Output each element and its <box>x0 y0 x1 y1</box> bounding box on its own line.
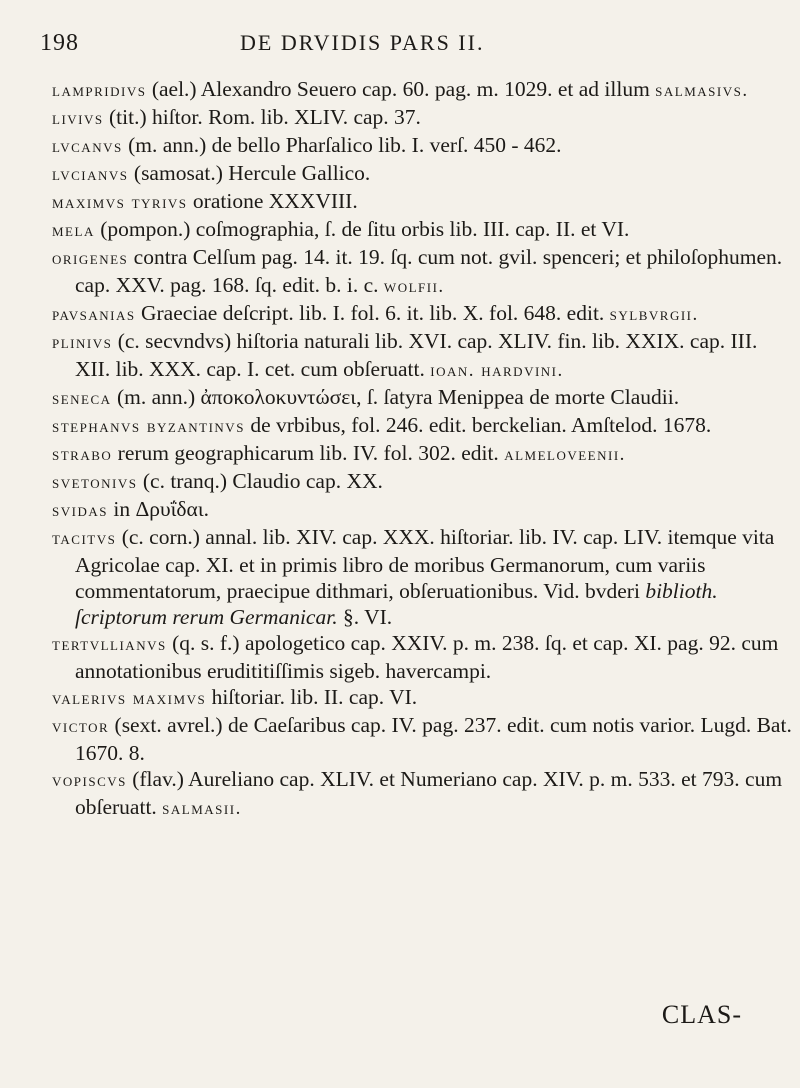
bibliography-entry <box>52 766 792 822</box>
entry-text: (c. secvndvs) hiſtoria naturali lib. XVI. cap. XLIV. fin. lib. XXIX. cap. III. XII. lib. XXX. cap. I. cet. cum obſeruatt. <box>75 329 758 381</box>
bibliography-entry <box>52 412 792 440</box>
author-name: lampridivs <box>52 80 147 101</box>
author-name: svetonivs <box>52 472 138 493</box>
entry-text: Graeciae deſcript. lib. I. fol. 6. it. lib. X. fol. 648. edit. <box>135 301 610 325</box>
bibliography-entry <box>52 440 792 468</box>
catchword: CLAS- <box>661 1000 742 1029</box>
entry-text: (m. ann.) de bello Pharſalico lib. I. verſ. 450 - 462. <box>122 133 562 157</box>
entry-text: (sext. avrel.) de Caeſaribus cap. IV. pag. 237. edit. cum notis varior. Lugd. Bat. 1670. 8. <box>75 713 792 765</box>
entry-text: rerum geographicarum lib. IV. fol. 302. edit. <box>112 441 505 465</box>
author-name: svidas <box>52 500 108 521</box>
bibliography-entry <box>52 216 792 244</box>
entry-tail: almeloveenii. <box>504 444 626 465</box>
bibliography-entry <box>52 684 792 712</box>
entry-text: in Δρυΐδαι. <box>107 497 209 521</box>
entry-tail: ioan. hardvini. <box>430 360 564 381</box>
bibliography-entry <box>52 104 792 132</box>
author-name: origenes <box>52 248 129 269</box>
author-name: lvcianvs <box>52 164 129 185</box>
bibliography-entry <box>52 300 792 328</box>
page-header <box>40 30 760 60</box>
bibliography-entry <box>52 188 792 216</box>
entry-text: (q. s. f.) apologetico cap. XXIV. p. m. 238. ſq. et cap. XI. pag. 92. cum annotationibus erudititiſſimis sigeb. havercampi. <box>75 631 779 683</box>
entry-text: hiſtoriar. lib. II. cap. VI. <box>206 685 418 709</box>
author-name: vopiscvs <box>52 770 127 791</box>
author-name: victor <box>52 716 110 737</box>
bibliography-entry <box>52 160 792 188</box>
bibliography-entry <box>52 712 792 766</box>
entry-tail: salmasii. <box>162 798 242 819</box>
bibliography-entry <box>52 132 792 160</box>
entry-text: de vrbibus, fol. 246. edit. berckelian. Amſtelod. 1678. <box>244 413 712 437</box>
author-name: tertvllianvs <box>52 634 167 655</box>
bibliography-entry <box>52 244 792 300</box>
entry-text: (tit.) hiſtor. Rom. lib. XLIV. cap. 37. <box>103 105 421 129</box>
bibliography-entry <box>52 384 792 412</box>
author-name: plinivs <box>52 332 113 353</box>
entry-text: contra Celſum pag. 14. it. 19. ſq. cum not. gvil. spenceri; et philoſophumen. cap. XXV. pag. 168. ſq. edit. b. i. c. <box>75 245 783 297</box>
entry-text-after: §. VI. <box>337 605 393 629</box>
entry-text: oratione XXXVIII. <box>187 189 358 213</box>
author-name: maximvs tyrivs <box>52 192 188 213</box>
entry-tail: salmasivs. <box>655 80 749 101</box>
author-name: seneca <box>52 388 112 409</box>
entry-tail: wolfii. <box>383 276 445 297</box>
entry-text: (c. tranq.) Claudio cap. XX. <box>137 469 383 493</box>
bibliography-entry <box>52 468 792 496</box>
bibliography-entry <box>52 76 792 104</box>
author-name: lvcanvs <box>52 136 123 157</box>
bibliography-entry <box>52 524 792 630</box>
entry-text: (m. ann.) ἀποκολοκυντώσει, ſ. ſatyra Menippea de morte Claudii. <box>111 385 680 409</box>
bibliography-entry <box>52 496 792 524</box>
bibliography-entry <box>52 328 792 384</box>
bibliography-list <box>40 76 792 822</box>
entry-text: (samosat.) Hercule Gallico. <box>128 161 371 185</box>
entry-tail: sylbvrgii. <box>609 304 699 325</box>
entry-text: (ael.) Alexandro Seuero cap. 60. pag. m. 1029. et ad illum <box>146 77 656 101</box>
entry-text: (c. corn.) annal. lib. XIV. cap. XXX. hiſtoriar. lib. IV. cap. LIV. itemque vita Agricolae cap. XI. et in primis libro de moribus Germanorum, cum variis commentatorum, praecipue dithmari, obſeruationibus. Vid. bvderi <box>75 525 775 603</box>
entry-text: (flav.) Aureliano cap. XLIV. et Numeriano cap. XIV. p. m. 533. et 793. cum obſeruatt. <box>75 767 783 819</box>
author-name: valerivs maximvs <box>52 688 207 709</box>
entry-text: (pompon.) coſmographia, ſ. de ſitu orbis lib. III. cap. II. et VI. <box>94 217 630 241</box>
bibliography-entry <box>52 630 792 684</box>
author-name: strabo <box>52 444 113 465</box>
author-name: tacitvs <box>52 528 117 549</box>
entry-italic-title: biblioth. ſcriptorum rerum Germanicar. <box>75 579 718 629</box>
author-name: stephanvs byzantinvs <box>52 416 245 437</box>
author-name: livivs <box>52 108 104 129</box>
author-name: mela <box>52 220 95 241</box>
running-head: DE DRVIDIS PARS II. <box>240 30 485 55</box>
author-name: pavsanias <box>52 304 136 325</box>
page-number: 198 <box>40 30 79 56</box>
